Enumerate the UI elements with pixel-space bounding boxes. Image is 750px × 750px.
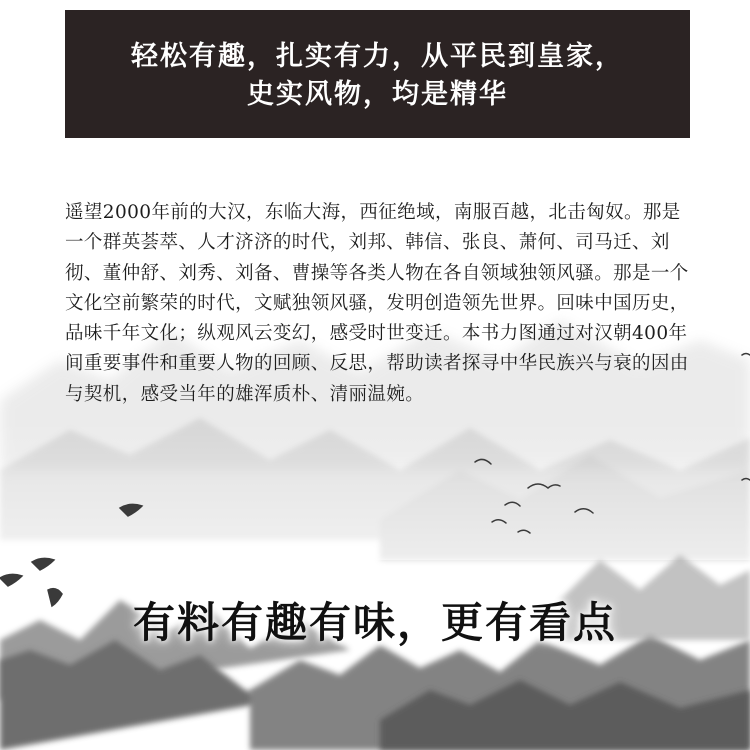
intro-paragraph: 遥望2000年前的大汉，东临大海，西征绝域，南服百越，北击匈奴。那是一个群英荟萃、人才济济的时代，刘邦、韩信、张良、萧何、司马迁、刘彻、董仲舒、刘秀、刘备、曹操等各类人物在各自领域独领风骚。那是一个文化空前繁荣的时代，文赋独领风骚，发明创造领先世界。回味中国历史，品味千年文化；纵观风云变幻，感受时世变迁。本书力图通过对汉朝400年间重要事件和重要人物的回顾、反思，帮助读者探寻中华民族兴与衰的因由与契机，感受当年的雄浑质朴、清丽温婉。 [65,202,689,405]
tagline: 有料有趣有味，更有看点 [132,598,617,647]
headline-line-1: 轻松有趣，扎实有力，从平民到皇家， [131,41,624,72]
headline-line-2: 史实风物，均是精华 [247,79,508,110]
foreground-mountains [0,555,750,750]
headline-banner [65,10,690,138]
